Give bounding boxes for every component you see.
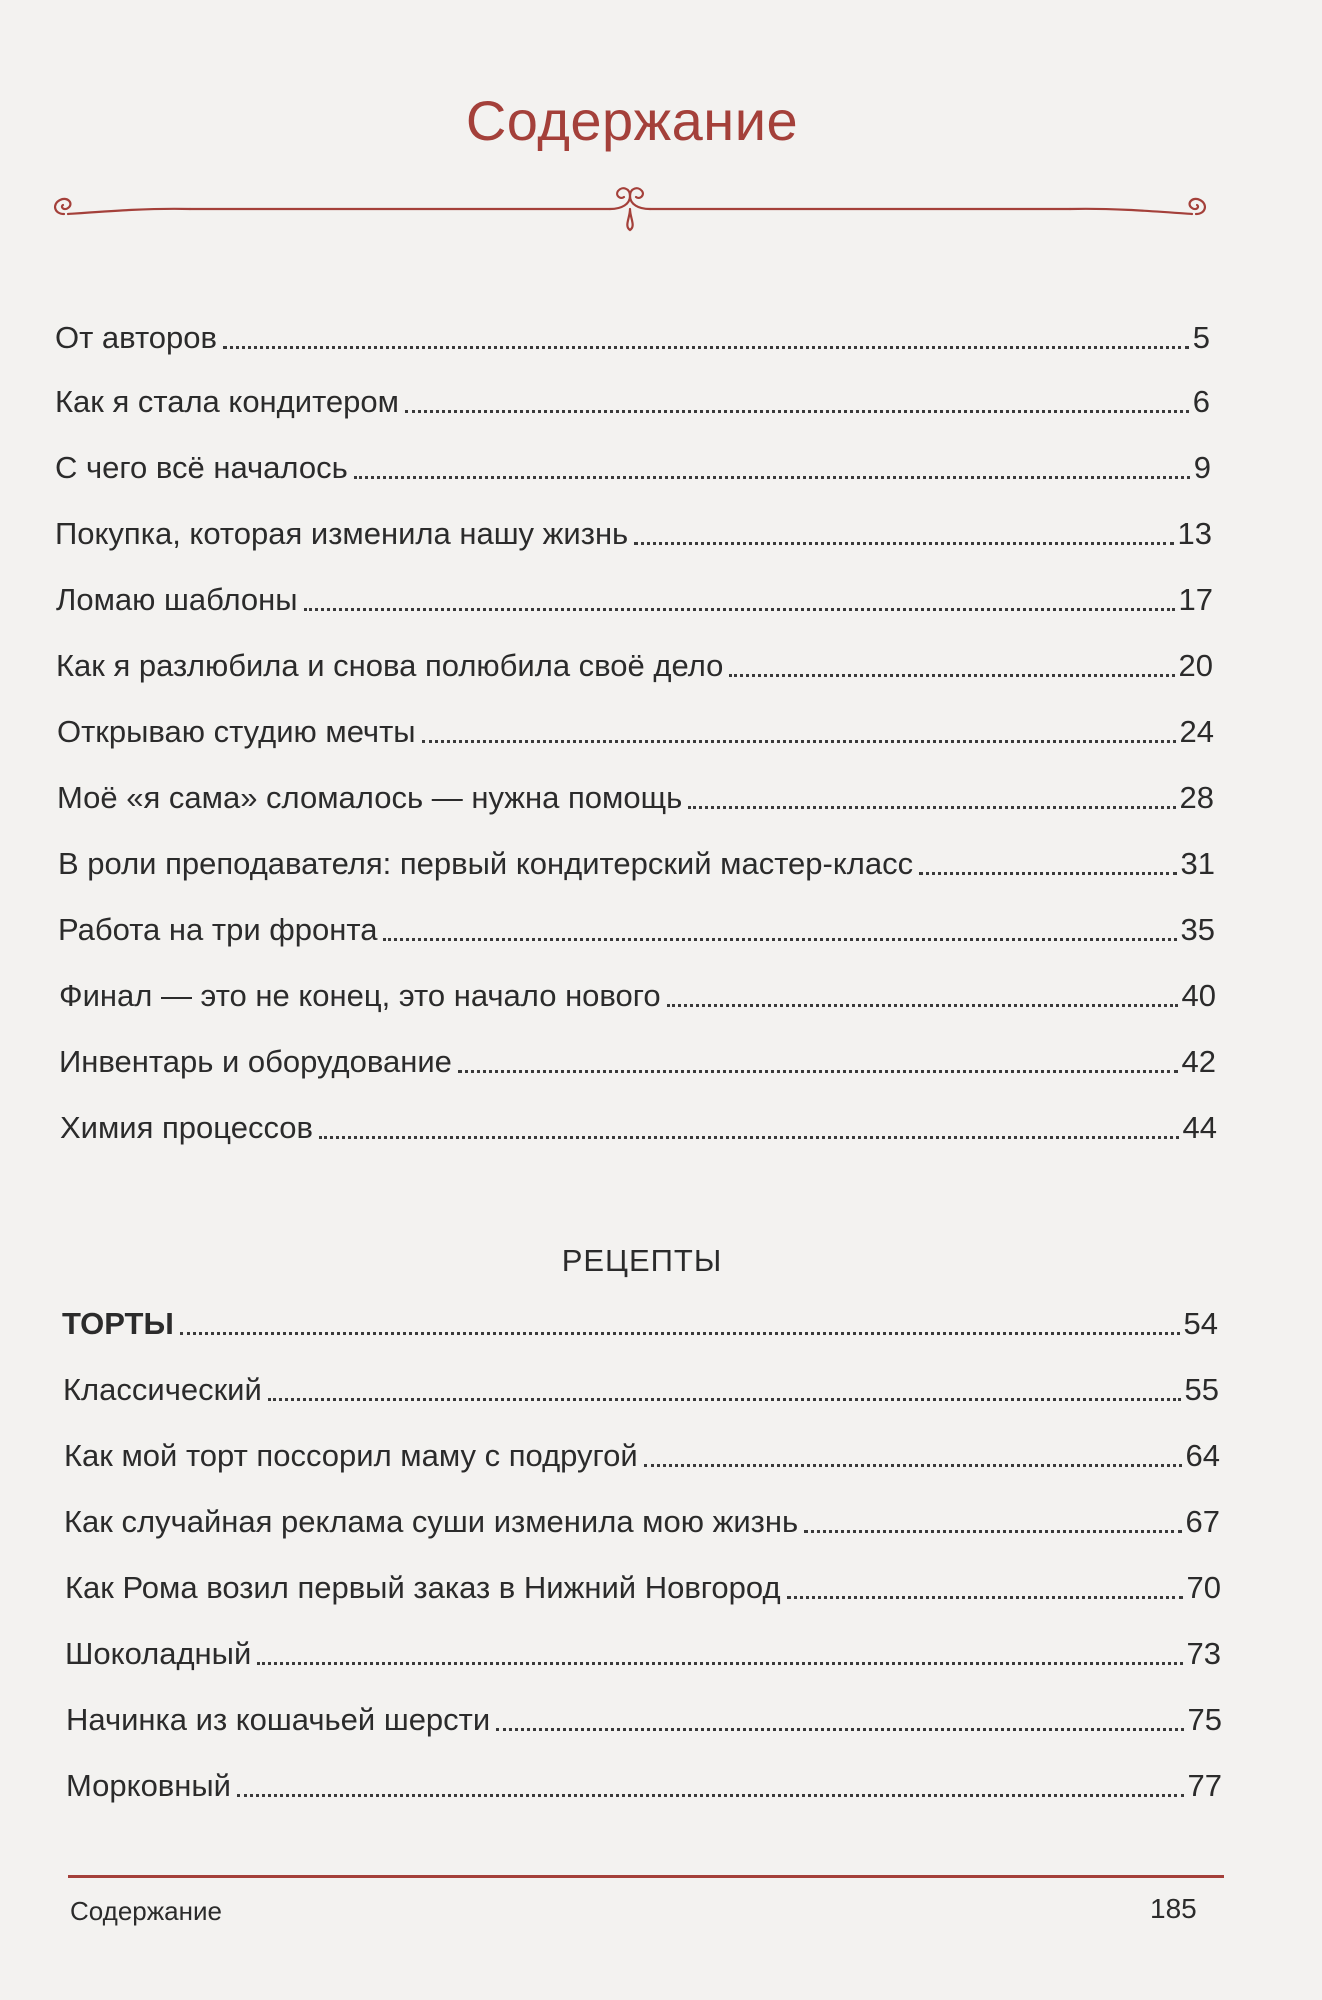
dot-leader <box>268 1398 1181 1401</box>
toc-entry-page: 67 <box>1185 1504 1220 1539</box>
dot-leader <box>257 1662 1182 1665</box>
toc-entry-page: 24 <box>1179 714 1214 749</box>
toc-entry-title: Как я разлюбила и снова полюбила своё дело <box>56 648 724 683</box>
toc-entry-page: 44 <box>1182 1110 1217 1145</box>
dot-leader <box>667 1004 1178 1007</box>
recipes-heading: РЕЦЕПТЫ <box>561 1243 723 1278</box>
dot-leader <box>496 1728 1183 1731</box>
toc-entry-title: С чего всё началось <box>55 450 348 485</box>
toc-entry-page: 6 <box>1192 384 1210 419</box>
dot-leader <box>458 1070 1178 1073</box>
toc-entry[interactable] <box>56 582 1213 618</box>
toc-entry[interactable] <box>60 1110 1217 1146</box>
toc-entry-page: 35 <box>1180 912 1215 947</box>
dot-leader <box>644 1464 1182 1467</box>
toc-entry[interactable] <box>56 648 1213 684</box>
toc-entry-title: ТОРТЫ <box>62 1306 174 1341</box>
toc-entry[interactable] <box>55 384 1210 420</box>
toc-entry[interactable] <box>58 912 1215 948</box>
toc-entry[interactable] <box>57 780 1214 816</box>
footer-rule <box>68 1875 1224 1878</box>
toc-entry-title: Финал — это не конец, это начало нового <box>59 978 661 1013</box>
toc-entry-page: 73 <box>1186 1636 1221 1671</box>
toc-entry[interactable] <box>63 1372 1219 1408</box>
dot-leader <box>319 1136 1179 1139</box>
toc-entry-page: 17 <box>1178 582 1213 617</box>
toc-entry[interactable] <box>59 978 1216 1014</box>
dot-leader <box>304 608 1175 611</box>
toc-entry-title: Моё «я сама» сломалось — нужна помощь <box>57 780 683 815</box>
toc-entry[interactable] <box>65 1636 1221 1672</box>
toc-entry[interactable] <box>64 1504 1220 1540</box>
dot-leader <box>354 476 1190 479</box>
toc-entry-page: 31 <box>1180 846 1215 881</box>
dot-leader <box>237 1794 1184 1797</box>
toc-entry-page: 55 <box>1184 1372 1219 1407</box>
toc-entry[interactable] <box>65 1570 1221 1606</box>
dot-leader <box>919 872 1176 875</box>
toc-entry[interactable] <box>66 1768 1222 1804</box>
dot-leader <box>688 806 1175 809</box>
dot-leader <box>634 542 1173 545</box>
dot-leader <box>804 1530 1181 1533</box>
toc-entry[interactable] <box>55 320 1210 356</box>
toc-entry-title: В роли преподавателя: первый кондитерский мастер-класс <box>58 846 914 881</box>
page-number: 185 <box>1150 1893 1197 1924</box>
toc-entry-title: Как я стала кондитером <box>55 384 399 419</box>
toc-entry[interactable] <box>55 450 1211 486</box>
dot-leader <box>180 1332 1180 1335</box>
toc-entry-title: Работа на три фронта <box>58 912 378 947</box>
toc-entry[interactable] <box>64 1438 1220 1474</box>
toc-entry-page: 75 <box>1187 1702 1222 1737</box>
dot-leader <box>405 410 1189 413</box>
toc-entry[interactable] <box>55 516 1212 552</box>
dot-leader <box>223 346 1189 349</box>
toc-entry-page: 9 <box>1193 450 1211 485</box>
toc-entry-title: Как мой торт поссорил маму с подругой <box>64 1438 638 1473</box>
toc-entry-title: От авторов <box>55 320 217 355</box>
toc-entry-section[interactable] <box>62 1306 1218 1342</box>
toc-entry-title: Ломаю шаблоны <box>56 582 298 617</box>
toc-entry-page: 64 <box>1185 1438 1220 1473</box>
toc-entry-page: 70 <box>1186 1570 1221 1605</box>
toc-entry[interactable] <box>57 714 1214 750</box>
toc-entry-title: Инвентарь и оборудование <box>59 1044 452 1079</box>
toc-entry-title: Химия процессов <box>60 1110 313 1145</box>
dot-leader <box>729 674 1174 677</box>
toc-entry-page: 54 <box>1183 1306 1218 1341</box>
toc-entry[interactable] <box>58 846 1215 882</box>
toc-entry-title: Как случайная реклама суши изменила мою жизнь <box>64 1504 799 1539</box>
toc-entry-title: Покупка, которая изменила нашу жизнь <box>55 516 629 551</box>
toc-entry-page: 42 <box>1181 1044 1216 1079</box>
toc-entry-title: Морковный <box>66 1768 231 1803</box>
toc-entry-page: 13 <box>1177 516 1212 551</box>
toc-entry-title: Начинка из кошачьей шерсти <box>66 1702 491 1737</box>
toc-entry-title: Как Рома возил первый заказ в Нижний Новгород <box>65 1570 781 1605</box>
toc-entry-page: 28 <box>1179 780 1214 815</box>
toc-entry[interactable] <box>66 1702 1222 1738</box>
toc-entry-title: Классический <box>63 1372 262 1407</box>
toc-entry-title: Открываю студию мечты <box>57 714 416 749</box>
dot-leader <box>422 740 1176 743</box>
running-footer-section: Содержание <box>70 1896 222 1926</box>
dot-leader <box>383 938 1176 941</box>
toc-entry[interactable] <box>59 1044 1216 1080</box>
dot-leader <box>787 1596 1183 1599</box>
toc-entry-page: 40 <box>1181 978 1216 1013</box>
page-title: Содержание <box>465 89 799 152</box>
toc-entry-title: Шоколадный <box>65 1636 252 1671</box>
toc-entry-page: 20 <box>1178 648 1213 683</box>
toc-entry-page: 5 <box>1192 320 1210 355</box>
ornamental-divider <box>50 178 1210 238</box>
toc-entry-page: 77 <box>1187 1768 1222 1803</box>
